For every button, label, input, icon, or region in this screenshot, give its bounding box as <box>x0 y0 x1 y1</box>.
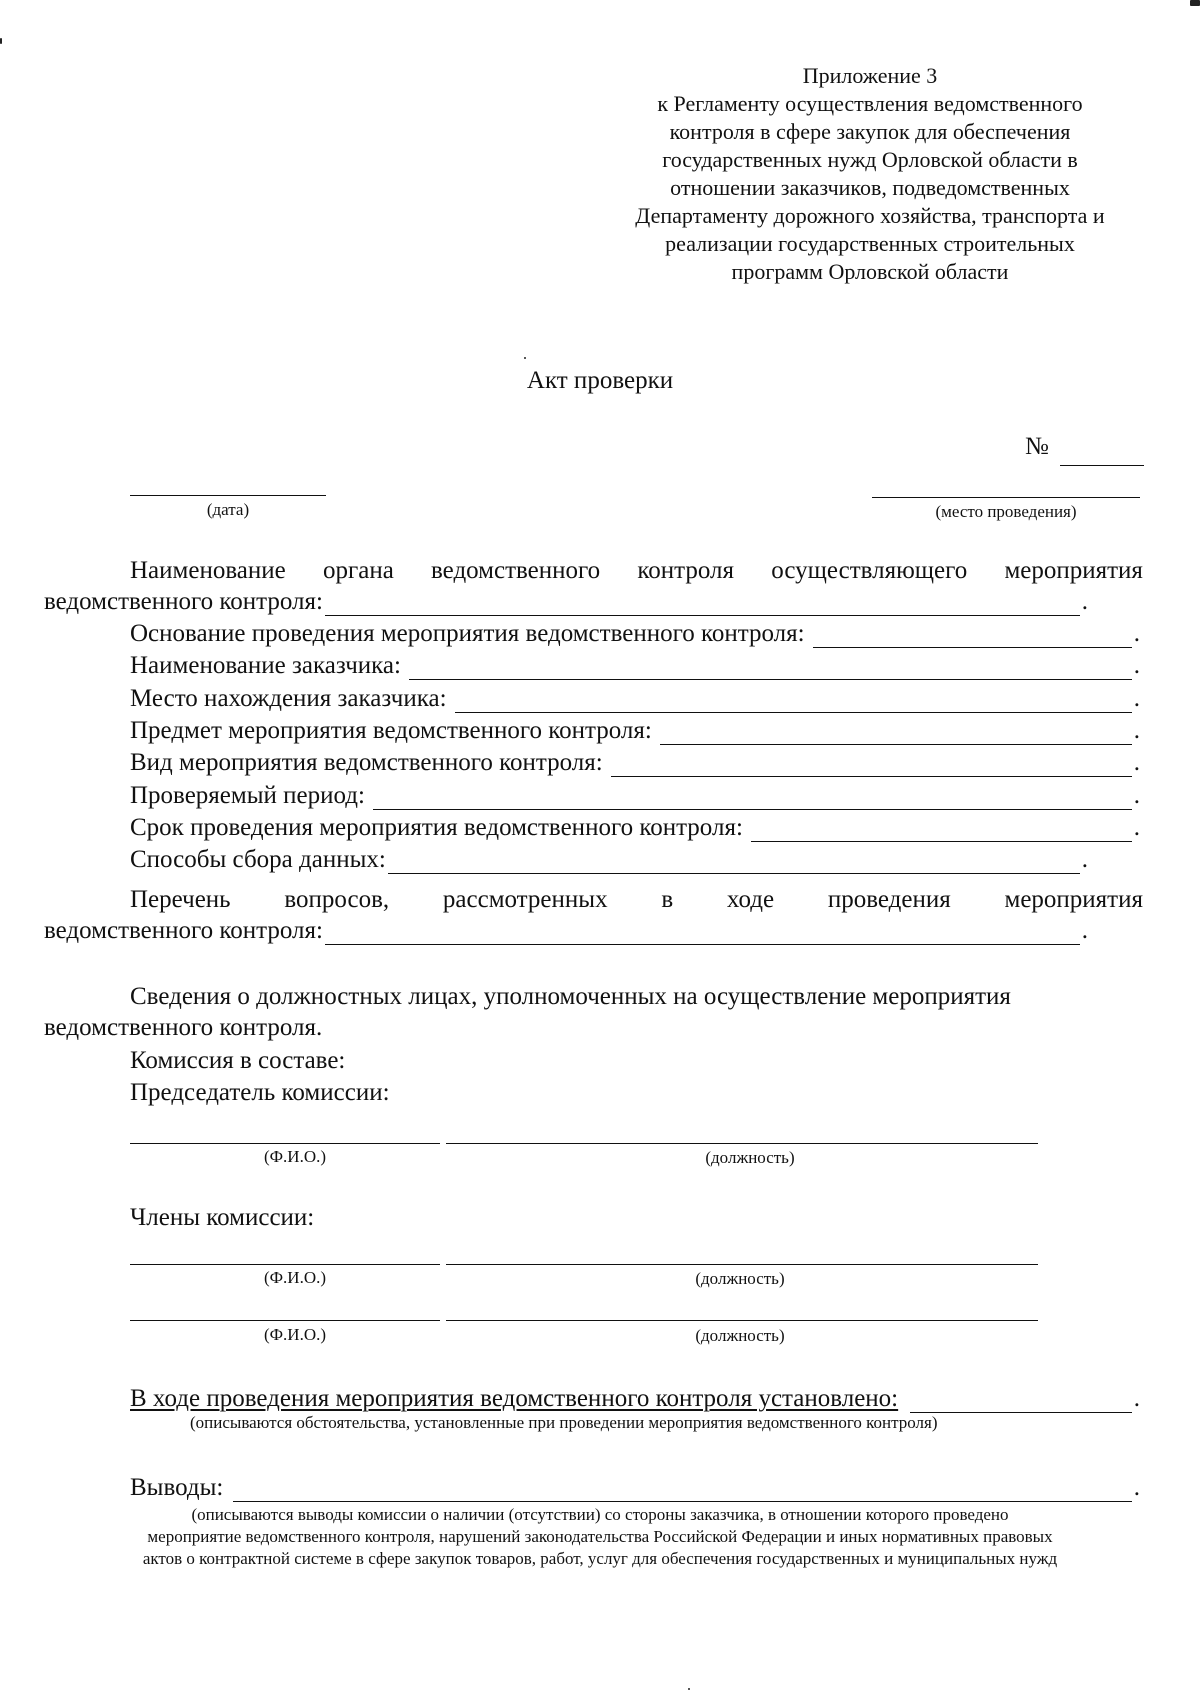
kind-row: Вид мероприятия ведомственного контроля: . <box>130 749 1140 776</box>
header-line: к Регламенту осуществления ведомственного <box>657 91 1083 116</box>
fio-caption: (Ф.И.О.) <box>263 1325 327 1344</box>
subject-field[interactable] <box>660 720 1132 745</box>
document-title: Акт проверки <box>526 367 674 394</box>
chairman-fio-field[interactable] <box>130 1143 440 1144</box>
questions-label-line: Перечень вопросов, рассмотренных в ходе проведения мероприятия <box>130 886 1143 913</box>
customer-name-field[interactable] <box>409 655 1132 680</box>
scan-speck <box>524 357 526 359</box>
customer-location-row: Место нахождения заказчика: . <box>130 685 1140 712</box>
commission-label: Комиссия в составе: <box>130 1047 346 1074</box>
basis-field[interactable] <box>813 623 1132 648</box>
officials-line-2: ведомственного контроля. <box>44 1014 323 1041</box>
act-number-field[interactable] <box>1060 465 1144 466</box>
subject-row: Предмет мероприятия ведомственного контроля: . <box>130 717 1140 744</box>
header-line: программ Орловской области <box>731 259 1009 284</box>
period-row: Проверяемый период: . <box>130 782 1140 809</box>
conclusions-note: (описываются выводы комиссии о наличии (отсутствии) со стороны заказчика, в отношении которого проведено мероприятие ведомственного контроля, нарушений законодательства Российской Федерации и иных нормативных правовых актов о контрактной системе в сфере закупок товаров, работ, услуг для обеспечения государственных и муниципальных нужд <box>142 1505 1058 1568</box>
header-line: государственных нужд Орловской области в <box>662 147 1078 172</box>
term-row: Срок проведения мероприятия ведомственного контроля: . <box>130 814 1140 841</box>
questions-field[interactable] <box>325 920 1080 945</box>
organ-field-row: ведомственного контроля: . <box>44 588 1088 615</box>
position-caption: (должность) <box>705 1148 795 1167</box>
organ-field[interactable] <box>325 591 1080 616</box>
fio-caption: (Ф.И.О.) <box>263 1268 327 1287</box>
customer-name-row: Наименование заказчика: . <box>130 652 1140 679</box>
term-field[interactable] <box>751 817 1132 842</box>
chairman-label: Председатель комиссии: <box>130 1079 390 1106</box>
member-2-fio-field[interactable] <box>130 1320 440 1321</box>
findings-label: В ходе проведения мероприятия ведомственного контроля установлено: <box>130 1385 899 1412</box>
organ-label-line: Наименование органа ведомственного контроля осуществляющего мероприятия <box>130 557 1143 584</box>
scan-edge-mark <box>0 38 2 44</box>
questions-field-row: ведомственного контроля: . <box>44 917 1088 944</box>
conclusions-row: Выводы: . <box>130 1474 1140 1501</box>
member-2-position-field[interactable] <box>446 1320 1038 1321</box>
basis-row: Основание проведения мероприятия ведомственного контроля: . <box>130 620 1140 647</box>
data-methods-row: Способы сбора данных: . <box>130 846 1088 873</box>
customer-location-field[interactable] <box>455 688 1132 713</box>
position-caption: (должность) <box>695 1269 785 1288</box>
data-methods-field[interactable] <box>388 849 1080 874</box>
header-line: контроля в сфере закупок для обеспечения <box>669 119 1071 144</box>
findings-note: (описываются обстоятельства, установленные при проведении мероприятия ведомственного контроля) <box>190 1413 938 1432</box>
member-1-fio-field[interactable] <box>130 1264 440 1265</box>
scan-edge-mark <box>1190 0 1200 6</box>
header-line: отношении заказчиков, подведомственных <box>670 175 1070 200</box>
appendix-header <box>600 62 1140 286</box>
members-label: Члены комиссии: <box>130 1204 315 1231</box>
act-number-label: № <box>1025 433 1049 460</box>
place-field[interactable] <box>872 497 1140 498</box>
date-field[interactable] <box>130 495 326 496</box>
conclusions-label: Выводы: <box>130 1474 224 1501</box>
officials-line-1: Сведения о должностных лицах, уполномоченных на осуществление мероприятия <box>130 983 1011 1010</box>
place-caption: (место проведения) <box>935 502 1077 521</box>
kind-field[interactable] <box>611 752 1132 777</box>
member-1-position-field[interactable] <box>446 1264 1038 1265</box>
date-caption: (дата) <box>206 500 250 519</box>
scan-speck <box>688 1688 690 1690</box>
conclusions-field[interactable] <box>233 1477 1131 1502</box>
findings-row: В ходе проведения мероприятия ведомственного контроля установлено: . <box>130 1385 1140 1412</box>
chairman-position-field[interactable] <box>446 1143 1038 1144</box>
findings-field[interactable] <box>910 1388 1132 1413</box>
position-caption: (должность) <box>695 1326 785 1345</box>
header-line: Приложение 3 <box>802 63 938 88</box>
header-line: реализации государственных строительных <box>665 231 1075 256</box>
fio-caption: (Ф.И.О.) <box>263 1147 327 1166</box>
header-line: Департаменту дорожного хозяйства, транспорта и <box>635 203 1105 228</box>
period-field[interactable] <box>373 785 1132 810</box>
